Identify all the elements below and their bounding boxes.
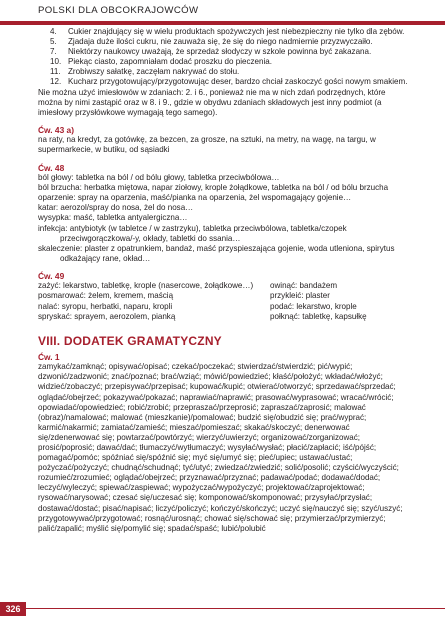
page-body	[38, 27, 410, 534]
list-item: 7. Niektórzy naukowcy uważają, że sprzedaż słodyczy w szkole powinna być zakazana.	[50, 47, 372, 57]
list-item: 10. Piekąc ciasto, zapomniałam dodać proszku do pieczenia.	[50, 57, 272, 67]
exercise-line: oparzenie: spray na oparzenia, maść/pianka na oparzenia, żel wspomagający gojenie…	[38, 193, 352, 203]
exercise-text: zamykać/zamknąć; opisywać/opisać; czekać/poczekać; stwierdzać/stwierdzić; pić/wypić; dzwonić/zadzwonić; znać/poznać; brać/wziąć; mówić/powiedzieć; kłaść/położyć; wkładać/włożyć; widzieć/zobaczyć; przepisywać/przepisać; kupować/kupić; otwierać/otworzyć; sprzedawać/sprzedać; oglądać/obejrzeć; pokazywać/pokazać; naprawiać/naprawić; prasować/wyprasować; wracać/wrócić; opowiadać/opowiedzieć; robić/zrobić; przepraszać/przeprosić; zapraszać/zaprosić; malować (obraz)/namalować; malować (mieszkanie)/pomalować; budzić się/obudzić się; prać/wyprać; karmić/nakarmić; zamiatać/zamieść; mieszać/pomieszać; skakać/skoczyć; denerwować się/zdenerwować się; powtarzać/powtórzyć; wierzyć/uwierzyć; organizować/zorganizować; prosić/poprosić; dawać/dać; tłumaczyć/wytłumaczyć; wysyłać/wysłać; płacić/zapłacić; iść/pójść; pomagać/pomóc; spóźniać się/spóźnić się; myć się/umyć się; pieć/upiec; ustawać/ustać; pożyczać/pożyczyć; chudnąć/schudnąć; tyć/utyć; zwiedzać/zwiedzić; solić/posolić; czyścić/wyczyścić; rozumieć/zrozumieć; oglądać/obejrzeć; przyznawać/przyznać; padawać/podać; dodawać/dodać; leczyć/wyleczyć; spiewać/zaspiewać; wypożyczać/wypożyczyć; projektować/zaprojektować; rysować/narysować; czesać się/uczesać się; komponować/skomponować; przysyłać/przysłać; dostawać/dostać; pisać/napisać; liczyć/policzyć; kończyć/skończyć; uczyć się/nauczyć się; szyć/uszyć; przygotowywać/przygotować; rosnąć/urosnąć; chować się/schować się; przymierzać/przymierzyć; palić/zapalić; myślić się/pomylić się; spadać/spaść; lubić/polubić	[38, 362, 403, 533]
left-column	[38, 281, 270, 321]
column-line: posmarować: żelem, kremem, maścią	[38, 291, 174, 301]
column-line: owinąć: bandażem	[270, 281, 338, 291]
exercise-heading: Ćw. 43 a)	[38, 124, 74, 135]
exercise-line: infekcja: antybiotyk (w tabletce / w zastrzyku), tabletka przeciwbólowa, tabletka/czopek przeciwgorączkowa/-y, okłady, tabletki do ssania…	[38, 223, 347, 243]
page-header	[0, 0, 445, 22]
list-item: 5. Zjadaja duże ilości cukru, nie zauważa się, że się do niego nadmiernie przyzwyczaiło.	[50, 37, 373, 47]
exercise-line: ból brzucha: herbatka miętowa, napar ziołowy, krople żołądkowe, tabletka na ból / od bólu brzucha	[38, 183, 389, 193]
note-paragraph: Nie można użyć imiesłowów w zdaniach: 2. i 6., ponieważ nie ma w nich zdań podrzędnych, które można by nimi zastąpić oraz w 8. i 9., gdzie w obydwu zdaniach składowych jest inny podmiot (a imiesłowy przysłówkowe wymagają tego samego).	[38, 87, 386, 117]
list-item: 4. Cukier znajdujący się w wielu produktach spożywczych jest niebezpieczny nie tylko dla zębów.	[50, 27, 405, 36]
exercise-text: na raty, na kredyt, za gotówkę, za bezcen, za grosze, na sztuki, na metry, na wagę, na targu, w supermarkecie, w butiku, od sąsiadki	[38, 135, 376, 155]
column-line: nalać: syropu, herbatki, naparu, kropli	[38, 301, 173, 311]
answer-list	[38, 27, 410, 88]
section-title: VIII. DODATEK GRAMATYCZNY	[38, 333, 222, 348]
column-line: zażyć: lekarstwo, tabletkę, krople (nasercowe, żołądkowe…)	[38, 281, 254, 291]
list-item: 12. Kucharz przygotowujący/przygotowując deser, bardzo chciał zaskoczyć gości nowym smakiem.	[50, 77, 408, 87]
two-column-list	[38, 281, 410, 321]
column-line: spryskać: sprayem, aerozolem, pianką	[38, 311, 176, 321]
column-line: podać: lekarstwo, krople	[270, 301, 357, 311]
exercise-line: katar: aerozol/spray do nosa, żel do nosa…	[38, 203, 194, 213]
exercise-heading: Ćw. 48	[38, 162, 65, 173]
footer-rule	[26, 608, 445, 609]
header-rule	[0, 21, 445, 25]
exercise-line: ból głowy: tabletka na ból / od bólu głowy, tabletka przeciwbólowa…	[38, 173, 280, 183]
right-column	[270, 281, 410, 321]
column-line: przykleić: plaster	[270, 291, 330, 301]
exercise-heading: Ćw. 1	[38, 351, 60, 362]
column-line: połknąć: tabletkę, kapsułkę	[270, 311, 367, 321]
exercise-line: skaleczenie: plaster z opatrunkiem, bandaż, maść przyspieszająca gojenie, woda utleniona, spirytus odkażający rane, okład…	[38, 243, 395, 263]
running-title: POLSKI DLA OBCOKRAJOWCÓW	[38, 5, 199, 16]
exercise-line: wysypka: maść, tabletka antyalergiczna…	[38, 213, 188, 223]
page-number: 326	[0, 602, 26, 616]
list-item: 11. Zrobiwszy sałatkę, zaczęłam nakrywać do stołu.	[50, 67, 240, 77]
exercise-heading: Ćw. 49	[38, 270, 65, 281]
